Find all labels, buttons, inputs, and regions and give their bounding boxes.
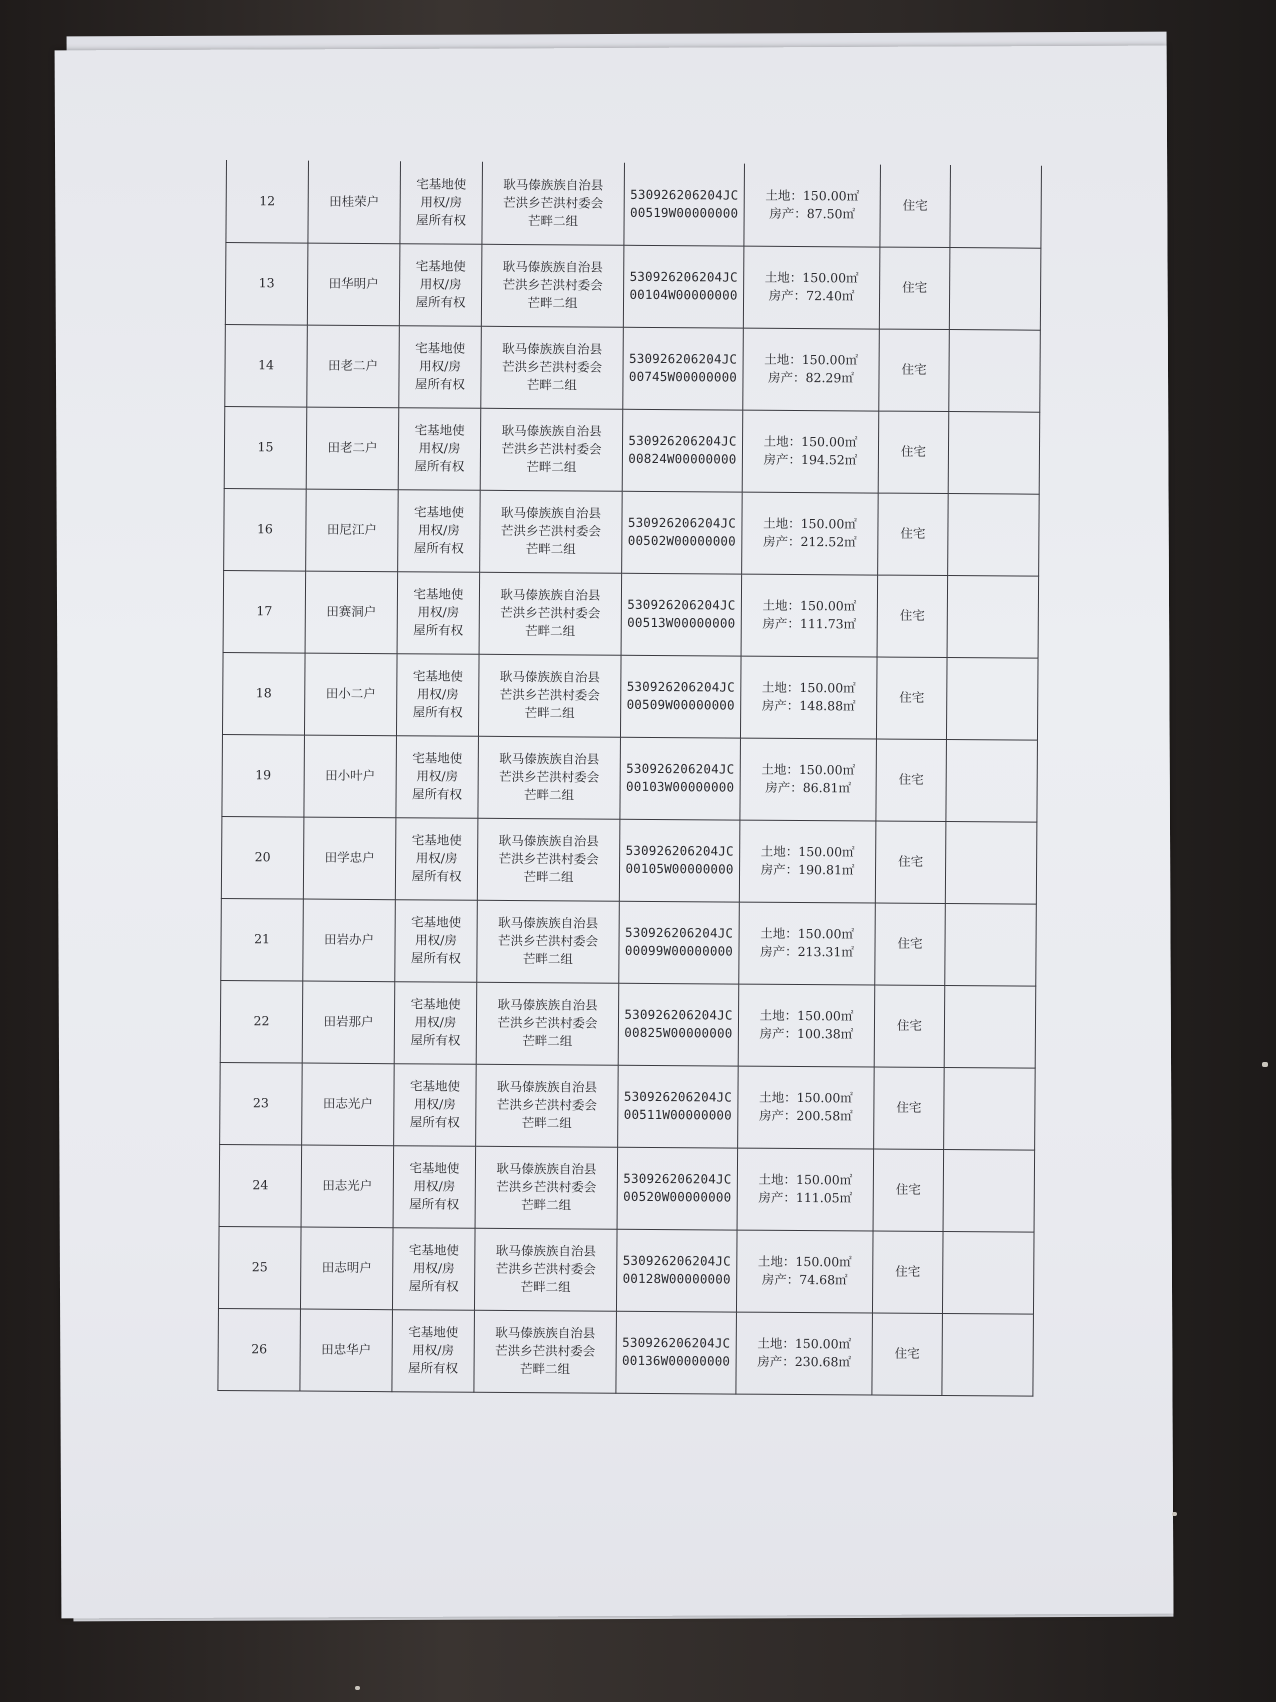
location-cell: 耿马傣族族自治县 芒洪乡芒洪村委会 芒畔二组 (481, 326, 624, 409)
land-area-text: 土地：150.00㎡ (759, 1007, 854, 1024)
area-cell (739, 902, 876, 985)
table-row (222, 652, 1038, 740)
house-area-text: 房产：230.68㎡ (757, 1353, 852, 1370)
row-number-cell: 14 (225, 324, 308, 407)
remarks-cell (946, 657, 1038, 740)
paper-speck (1172, 1512, 1177, 1516)
holder-name-cell: 田赛洞户 (305, 571, 398, 654)
usage-cell: 住宅 (877, 575, 948, 657)
location-cell: 耿马傣族族自治县 芒洪乡芒洪村委会 芒畔二组 (480, 408, 623, 491)
right-type-cell: 宅基地使 用权/房 屋所有权 (400, 161, 483, 244)
parcel-code-cell: 530926206204JC 00502W00000000 (622, 491, 743, 574)
table-row (225, 324, 1041, 412)
location-cell: 耿马傣族族自治县 芒洪乡芒洪村委会 芒畔二组 (477, 900, 620, 983)
location-cell: 耿马傣族族自治县 芒洪乡芒洪村委会 芒畔二组 (478, 736, 621, 819)
parcel-code-cell: 530926206204JC 00104W00000000 (623, 245, 744, 328)
location-cell: 耿马傣族族自治县 芒洪乡芒洪村委会 芒畔二组 (480, 490, 623, 573)
property-rights-table (217, 160, 1042, 1396)
table-row (221, 816, 1037, 904)
location-cell: 耿马傣族族自治县 芒洪乡芒洪村委会 芒畔二组 (477, 818, 620, 901)
remarks-cell (946, 739, 1038, 822)
holder-name-cell: 田忠华户 (300, 1309, 393, 1392)
land-area-text: 土地：150.00㎡ (765, 187, 860, 204)
usage-cell: 住宅 (879, 329, 950, 411)
row-number-cell: 16 (224, 488, 307, 571)
remarks-cell (943, 1149, 1035, 1232)
table-row (222, 734, 1038, 822)
remarks-cell (947, 575, 1039, 658)
row-number-cell: 15 (224, 406, 307, 489)
usage-cell: 住宅 (875, 821, 946, 903)
land-area-text: 土地：150.00㎡ (764, 351, 859, 368)
house-area-text: 房产：87.50㎡ (769, 205, 856, 222)
remarks-cell (948, 493, 1040, 576)
house-area-text: 房产：111.05㎡ (758, 1189, 853, 1206)
holder-name-cell: 田老二户 (306, 407, 399, 490)
land-area-text: 土地：150.00㎡ (763, 515, 857, 532)
right-type-cell: 宅基地使 用权/房 屋所有权 (398, 489, 481, 572)
location-cell: 耿马傣族族自治县 芒洪乡芒洪村委会 芒畔二组 (476, 982, 619, 1065)
right-type-cell: 宅基地使 用权/房 屋所有权 (398, 407, 481, 490)
location-cell: 耿马傣族族自治县 芒洪乡芒洪村委会 芒畔二组 (479, 572, 622, 655)
remarks-cell (948, 411, 1040, 494)
remarks-cell (949, 329, 1041, 412)
remarks-cell (942, 1313, 1034, 1396)
area-cell (738, 1066, 875, 1149)
land-area-text: 土地：150.00㎡ (757, 1335, 852, 1352)
right-type-cell: 宅基地使 用权/房 屋所有权 (392, 1309, 475, 1392)
right-type-cell: 宅基地使 用权/房 屋所有权 (395, 817, 478, 900)
land-area-text: 土地：150.00㎡ (761, 679, 856, 696)
area-cell (742, 492, 879, 575)
house-area-text: 房产：213.31㎡ (760, 943, 854, 960)
holder-name-cell: 田小二户 (304, 653, 397, 736)
row-number-cell: 18 (222, 652, 305, 735)
parcel-code-cell: 530926206204JC 00103W00000000 (620, 737, 741, 820)
land-area-text: 土地：150.00㎡ (764, 269, 859, 286)
remarks-cell (945, 821, 1037, 904)
area-cell (740, 656, 877, 739)
paper-speck (355, 1686, 360, 1690)
parcel-code-cell: 530926206204JC 00520W00000000 (617, 1147, 738, 1230)
land-area-text: 土地：150.00㎡ (760, 925, 855, 942)
house-area-text: 房产：190.81㎡ (760, 861, 855, 878)
right-type-cell: 宅基地使 用权/房 屋所有权 (394, 981, 477, 1064)
location-cell: 耿马傣族族自治县 芒洪乡芒洪村委会 芒畔二组 (474, 1310, 617, 1393)
remarks-cell (950, 165, 1042, 248)
usage-cell: 住宅 (874, 1067, 945, 1149)
holder-name-cell: 田岩那户 (302, 981, 395, 1064)
area-cell (744, 164, 881, 247)
table-body (218, 160, 1042, 1396)
house-area-text: 房产：100.38㎡ (759, 1025, 854, 1042)
parcel-code-cell: 530926206204JC 00745W00000000 (623, 327, 744, 410)
holder-name-cell: 田志光户 (301, 1145, 394, 1228)
table-row (218, 1226, 1034, 1314)
usage-cell: 住宅 (874, 985, 945, 1067)
remarks-cell (949, 247, 1041, 330)
table-row (220, 980, 1036, 1068)
table-row (224, 488, 1040, 576)
area-cell (742, 410, 879, 493)
right-type-cell: 宅基地使 用权/房 屋所有权 (394, 1063, 477, 1146)
location-cell: 耿马傣族族自治县 芒洪乡芒洪村委会 芒畔二组 (478, 654, 621, 737)
holder-name-cell: 田学忠户 (303, 817, 396, 900)
land-area-text: 土地：150.00㎡ (758, 1171, 853, 1188)
remarks-cell (945, 903, 1037, 986)
usage-cell: 住宅 (872, 1231, 943, 1313)
area-cell (743, 328, 880, 411)
row-number-cell: 26 (218, 1308, 301, 1391)
usage-cell: 住宅 (880, 165, 951, 247)
row-number-cell: 25 (218, 1226, 301, 1309)
holder-name-cell: 田尼江户 (306, 489, 399, 572)
table-row (219, 1144, 1035, 1232)
parcel-code-cell: 530926206204JC 00099W00000000 (619, 901, 740, 984)
remarks-cell (944, 1067, 1036, 1150)
holder-name-cell: 田志光户 (302, 1063, 395, 1146)
land-area-text: 土地：150.00㎡ (759, 1089, 853, 1106)
right-type-cell: 宅基地使 用权/房 屋所有权 (397, 571, 480, 654)
right-type-cell: 宅基地使 用权/房 屋所有权 (393, 1145, 476, 1228)
holder-name-cell: 田桂荣户 (308, 161, 401, 244)
holder-name-cell: 田岩办户 (303, 899, 396, 982)
table-row (220, 1062, 1036, 1150)
table-row (224, 406, 1040, 494)
table-row (221, 898, 1037, 986)
parcel-code-cell: 530926206204JC 00105W00000000 (619, 819, 740, 902)
parcel-code-cell: 530926206204JC 00825W00000000 (618, 983, 739, 1066)
row-number-cell: 20 (221, 816, 304, 899)
right-type-cell: 宅基地使 用权/房 屋所有权 (395, 899, 478, 982)
row-number-cell: 17 (223, 570, 306, 653)
house-area-text: 房产：200.58㎡ (758, 1107, 853, 1124)
row-number-cell: 13 (225, 242, 308, 325)
location-cell: 耿马傣族族自治县 芒洪乡芒洪村委会 芒畔二组 (475, 1146, 618, 1229)
right-type-cell: 宅基地使 用权/房 屋所有权 (396, 653, 479, 736)
location-cell: 耿马傣族族自治县 芒洪乡芒洪村委会 芒畔二组 (474, 1228, 617, 1311)
row-number-cell: 12 (226, 160, 309, 243)
land-area-text: 土地：150.00㎡ (761, 761, 856, 778)
usage-cell: 住宅 (873, 1149, 944, 1231)
land-area-text: 土地：150.00㎡ (757, 1253, 852, 1270)
row-number-cell: 21 (221, 898, 304, 981)
holder-name-cell: 田志明户 (300, 1227, 393, 1310)
land-area-text: 土地：150.00㎡ (763, 433, 858, 450)
area-cell (736, 1312, 873, 1395)
right-type-cell: 宅基地使 用权/房 屋所有权 (392, 1227, 475, 1310)
row-number-cell: 19 (222, 734, 305, 817)
house-area-text: 房产：74.68㎡ (761, 1271, 848, 1288)
usage-cell: 住宅 (878, 411, 949, 493)
parcel-code-cell: 530926206204JC 00509W00000000 (620, 655, 741, 738)
holder-name-cell: 田小叶户 (304, 735, 397, 818)
parcel-code-cell: 530926206204JC 00519W00000000 (624, 163, 745, 246)
usage-cell: 住宅 (879, 247, 950, 329)
land-area-text: 土地：150.00㎡ (762, 597, 857, 614)
usage-cell: 住宅 (876, 657, 947, 739)
area-cell (738, 984, 875, 1067)
area-cell (743, 246, 880, 329)
house-area-text: 房产：111.73㎡ (762, 615, 857, 632)
area-cell (739, 820, 876, 903)
right-type-cell: 宅基地使 用权/房 屋所有权 (399, 325, 482, 408)
table-row (226, 160, 1042, 248)
location-cell: 耿马傣族族自治县 芒洪乡芒洪村委会 芒畔二组 (481, 244, 624, 327)
holder-name-cell: 田老二户 (307, 325, 400, 408)
usage-cell: 住宅 (878, 493, 949, 575)
table-row (225, 242, 1041, 330)
area-cell (736, 1230, 873, 1313)
right-type-cell: 宅基地使 用权/房 屋所有权 (396, 735, 479, 818)
land-area-text: 土地：150.00㎡ (760, 843, 855, 860)
area-cell (737, 1148, 874, 1231)
remarks-cell (944, 985, 1036, 1068)
parcel-code-cell: 530926206204JC 00128W00000000 (616, 1229, 737, 1312)
parcel-code-cell: 530926206204JC 00136W00000000 (616, 1311, 737, 1394)
table-row (223, 570, 1039, 658)
usage-cell: 住宅 (872, 1313, 943, 1395)
parcel-code-cell: 530926206204JC 00513W00000000 (621, 573, 742, 656)
usage-cell: 住宅 (876, 739, 947, 821)
area-cell (741, 574, 878, 657)
house-area-text: 房产：82.29㎡ (768, 369, 854, 386)
house-area-text: 房产：194.52㎡ (763, 451, 858, 468)
right-type-cell: 宅基地使 用权/房 屋所有权 (399, 243, 482, 326)
parcel-code-cell: 530926206204JC 00824W00000000 (622, 409, 743, 492)
remarks-cell (942, 1231, 1034, 1314)
location-cell: 耿马傣族族自治县 芒洪乡芒洪村委会 芒畔二组 (482, 162, 625, 245)
location-cell: 耿马傣族族自治县 芒洪乡芒洪村委会 芒畔二组 (476, 1064, 619, 1147)
usage-cell: 住宅 (875, 903, 946, 985)
house-area-text: 房产：148.88㎡ (761, 697, 856, 714)
row-number-cell: 23 (220, 1062, 303, 1145)
house-area-text: 房产：212.52㎡ (762, 533, 857, 550)
paper-speck (1262, 1062, 1268, 1067)
row-number-cell: 22 (220, 980, 303, 1063)
parcel-code-cell: 530926206204JC 00511W00000000 (618, 1065, 739, 1148)
area-cell (740, 738, 877, 821)
row-number-cell: 24 (219, 1144, 302, 1227)
holder-name-cell: 田华明户 (307, 243, 400, 326)
house-area-text: 房产：86.81㎡ (765, 779, 852, 796)
table-row (218, 1308, 1034, 1396)
house-area-text: 房产：72.40㎡ (768, 287, 855, 304)
